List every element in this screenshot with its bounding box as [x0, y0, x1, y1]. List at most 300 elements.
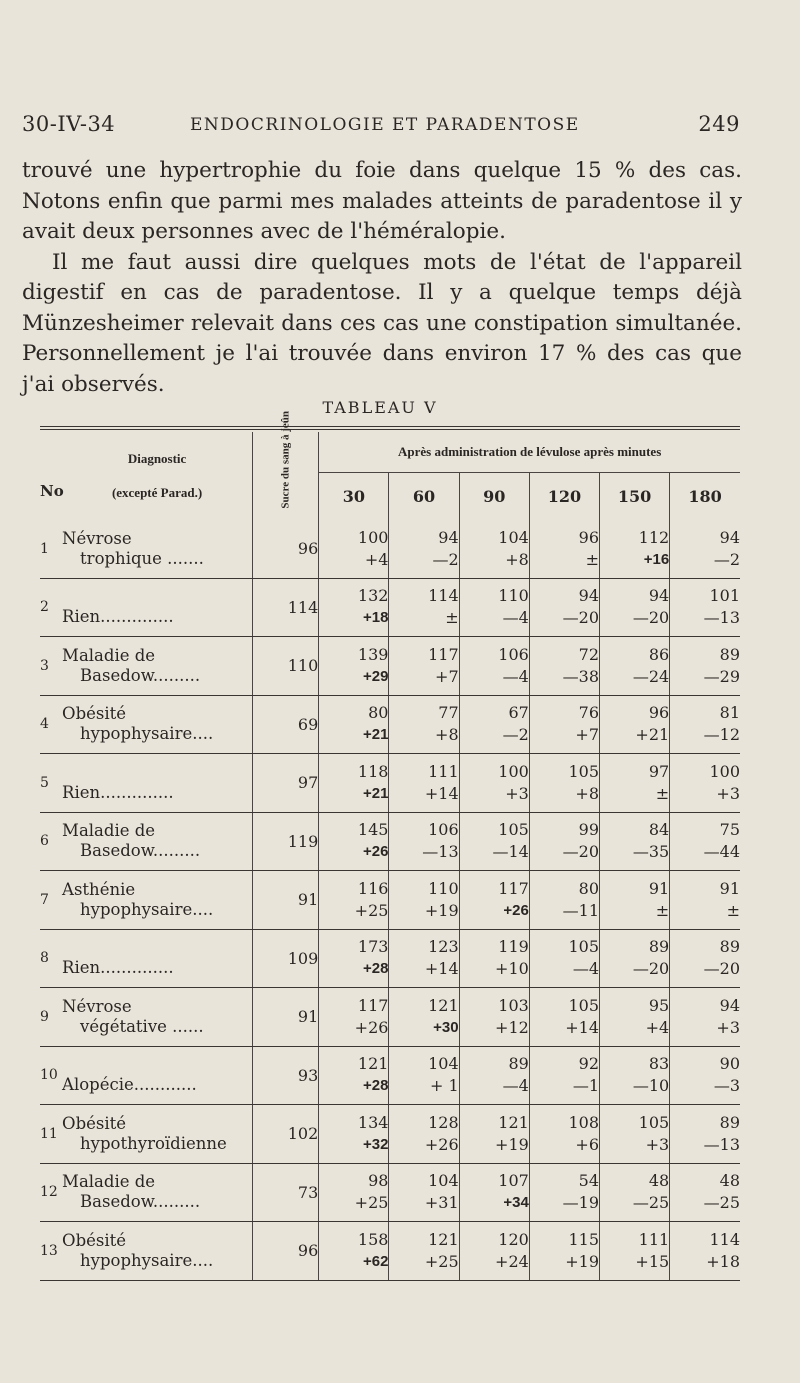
row-value-cell: [319, 1046, 389, 1105]
glycemia-difference: —13: [703, 1134, 740, 1154]
row-value-cell: [459, 637, 529, 696]
diagnostic-line2: Alopécie............: [62, 1075, 197, 1095]
glycemia-value: 94: [719, 995, 740, 1015]
row-value-cell: [529, 1163, 599, 1222]
row-value-cell: [529, 1222, 599, 1281]
diagnostic-line2: végétative ......: [80, 1016, 204, 1036]
glycemia-value: 105: [568, 937, 599, 957]
glycemia-difference: +25: [424, 1251, 459, 1271]
glycemia-value: 123: [428, 937, 459, 957]
glycemia-difference: —4: [502, 666, 529, 686]
glycemia-value: 117: [498, 878, 529, 898]
glycemia-value: 81: [719, 703, 740, 723]
row-value-cell: [389, 520, 459, 578]
glycemia-difference: +19: [495, 1134, 529, 1154]
row-value-cell: [459, 520, 529, 578]
glycemia-difference: ±: [655, 900, 670, 920]
glycemia-difference: ±: [726, 900, 740, 920]
row-value-cell: [600, 812, 670, 871]
row-number: 9: [40, 988, 62, 1047]
glycemia-difference: —2: [432, 549, 459, 569]
row-value-cell: [670, 1046, 740, 1105]
glycemia-difference: +3: [716, 1017, 740, 1037]
glycemia-value: 86: [648, 644, 670, 664]
diagnostic-line2: Basedow.........: [80, 665, 201, 685]
glycemia-difference: —12: [703, 725, 740, 745]
diagnostic-line1: Obésité: [62, 1230, 127, 1250]
glycemia-value: 112: [638, 527, 670, 547]
header-no: No: [40, 482, 64, 500]
glycemia-value: 121: [428, 1229, 459, 1249]
glycemia-value: 95: [648, 995, 670, 1015]
glycemia-difference: +3: [505, 783, 529, 803]
diagnostic-line2: Rien..............: [62, 607, 174, 627]
glycemia-value: 89: [648, 937, 670, 957]
row-value-cell: [389, 812, 459, 871]
row-value-cell: [600, 988, 670, 1047]
table-row: [40, 988, 740, 1047]
body-text: [22, 156, 742, 400]
row-value-cell: [389, 754, 459, 813]
row-diagnostic: [62, 695, 253, 754]
glycemia-value: 104: [498, 527, 529, 547]
glycemia-value: 89: [719, 937, 740, 957]
glycemia-value: 89: [719, 644, 740, 664]
row-value-cell: [319, 929, 389, 988]
row-value-cell: [319, 1105, 389, 1164]
glycemia-value: 75: [719, 820, 740, 840]
row-value-cell: [670, 695, 740, 754]
glycemia-value: 114: [428, 586, 459, 606]
glycemia-value: 119: [498, 937, 529, 957]
row-value-cell: [389, 1046, 459, 1105]
glycemia-value: 115: [568, 1229, 599, 1249]
glycemia-difference: +21: [362, 784, 389, 802]
glycemia-value: 94: [648, 586, 670, 606]
glycemia-value: 84: [648, 820, 670, 840]
running-head-title: ENDOCRINOLOGIE ET PARADENTOSE: [190, 115, 580, 135]
glycemia-difference: —29: [703, 666, 740, 686]
glycemia-difference: +3: [645, 1134, 670, 1154]
glycemia-value: 91: [719, 878, 740, 898]
glycemia-difference: —20: [703, 959, 740, 979]
header-minute-120: 120: [529, 473, 599, 520]
glycemia-difference: ±: [585, 549, 599, 569]
row-value-cell: [600, 695, 670, 754]
glycemia-value: 132: [357, 586, 389, 606]
glycemia-difference: +25: [354, 900, 389, 920]
glycemia-difference: —19: [562, 1193, 599, 1213]
glycemia-difference: +19: [565, 1251, 599, 1271]
row-number: 13: [40, 1222, 62, 1281]
row-value-cell: [670, 520, 740, 578]
row-fasting-sugar: 91: [253, 988, 319, 1047]
row-value-cell: [319, 1222, 389, 1281]
row-fasting-sugar: 110: [253, 637, 319, 696]
glycemia-value: 101: [709, 586, 740, 606]
glycemia-difference: +7: [575, 725, 599, 745]
row-diagnostic: [62, 1046, 253, 1105]
row-value-cell: [319, 520, 389, 578]
glycemia-difference: +12: [495, 1017, 529, 1037]
glycemia-difference: +8: [505, 549, 529, 569]
row-value-cell: [319, 812, 389, 871]
row-value-cell: [529, 812, 599, 871]
row-diagnostic: [62, 812, 253, 871]
diagnostic-line2: hypophysaire....: [80, 724, 214, 744]
table-row: [40, 929, 740, 988]
glycemia-value: 117: [357, 995, 389, 1015]
glycemia-value: 103: [498, 995, 529, 1015]
row-value-cell: [529, 871, 599, 930]
glycemia-value: 91: [648, 878, 670, 898]
row-fasting-sugar: 109: [253, 929, 319, 988]
row-value-cell: [600, 929, 670, 988]
row-value-cell: [670, 1222, 740, 1281]
glycemia-value: 139: [357, 644, 389, 664]
row-value-cell: [670, 1105, 740, 1164]
glycemia-value: 48: [648, 1171, 670, 1191]
row-fasting-sugar: 93: [253, 1046, 319, 1105]
row-value-cell: [319, 695, 389, 754]
glycemia-value: 94: [719, 527, 740, 547]
glycemia-difference: —1: [572, 1076, 599, 1096]
row-value-cell: [600, 1046, 670, 1105]
glycemia-difference: —4: [502, 608, 529, 628]
diagnostic-line2: Basedow.........: [80, 1192, 201, 1212]
row-number: 2: [40, 578, 62, 637]
row-value-cell: [459, 1163, 529, 1222]
table-row: [40, 871, 740, 930]
row-value-cell: [459, 988, 529, 1047]
row-value-cell: [389, 695, 459, 754]
table-row: [40, 812, 740, 871]
glycemia-difference: —24: [632, 666, 670, 686]
row-fasting-sugar: 73: [253, 1163, 319, 1222]
glycemia-value: 100: [498, 761, 529, 781]
header-sugar: [253, 410, 319, 520]
table-row: [40, 578, 740, 637]
header-minute-180: 180: [688, 487, 722, 507]
diagnostic-line1: Maladie de: [62, 821, 156, 841]
row-value-cell: [529, 1105, 599, 1164]
table-row: [40, 1222, 740, 1281]
glycemia-value: 80: [578, 878, 599, 898]
glycemia-difference: +34: [503, 1194, 529, 1212]
glycemia-value: 76: [578, 703, 599, 723]
glycemia-difference: +4: [364, 549, 389, 569]
glycemia-value: 90: [719, 1054, 740, 1074]
glycemia-difference: —38: [562, 666, 599, 686]
table-row: [40, 520, 740, 578]
glycemia-difference: —13: [703, 608, 740, 628]
glycemia-value: 114: [709, 1229, 740, 1249]
row-value-cell: [670, 754, 740, 813]
glycemia-difference: +28: [362, 1077, 389, 1095]
row-value-cell: [389, 871, 459, 930]
glycemia-value: 67: [508, 703, 529, 723]
glycemia-value: 98: [368, 1171, 389, 1191]
row-value-cell: [670, 988, 740, 1047]
row-fasting-sugar: 96: [253, 520, 319, 578]
glycemia-difference: +26: [503, 901, 529, 919]
glycemia-value: 83: [648, 1054, 670, 1074]
glycemia-value: 145: [357, 820, 389, 840]
glycemia-value: 110: [498, 586, 529, 606]
paragraph-2: Il me faut aussi dire quelques mots de l'état de l'appareil digestif en cas de paradentose. Il y a quelque temps déjà Münzesheimer relevait dans ces cas une constipation simultanée. Personnellement je l'ai trouvée dans environ 17 % des cas que j'ai observés.: [22, 249, 742, 397]
table-row: [40, 1105, 740, 1164]
row-number: 1: [40, 520, 62, 578]
glycemia-value: 108: [568, 1112, 599, 1132]
row-number: 11: [40, 1105, 62, 1164]
glycemia-difference: +30: [433, 1018, 459, 1036]
row-value-cell: [459, 754, 529, 813]
diagnostic-line2: hypophysaire....: [80, 899, 214, 919]
glycemia-value: 54: [578, 1171, 599, 1191]
row-fasting-sugar: 119: [253, 812, 319, 871]
glycemia-value: 72: [578, 644, 599, 664]
row-value-cell: [529, 754, 599, 813]
row-value-cell: [459, 871, 529, 930]
glycemia-value: 111: [638, 1229, 670, 1249]
glycemia-difference: +14: [424, 783, 459, 803]
table-top-rule: [40, 426, 740, 427]
row-value-cell: [319, 637, 389, 696]
glycemia-difference: —4: [502, 1076, 529, 1096]
row-value-cell: [319, 988, 389, 1047]
glycemia-difference: +14: [424, 959, 459, 979]
row-number: 6: [40, 812, 62, 871]
row-value-cell: [600, 520, 670, 578]
row-value-cell: [319, 871, 389, 930]
glycemia-difference: +16: [643, 550, 670, 568]
table-top-rule-2: [40, 429, 740, 430]
row-diagnostic: [62, 871, 253, 930]
glycemia-value: 105: [568, 995, 599, 1015]
row-value-cell: [670, 578, 740, 637]
glycemia-value: 97: [648, 761, 670, 781]
header-sugar-label: Sucre du sang à jeûn: [279, 410, 292, 509]
glycemia-difference: —35: [632, 842, 670, 862]
row-value-cell: [459, 1046, 529, 1105]
glycemia-difference: +19: [424, 900, 459, 920]
header-minute-150: 150: [600, 473, 670, 520]
glycemia-value: 134: [357, 1112, 389, 1132]
row-number: 8: [40, 929, 62, 988]
glycemia-difference: +7: [435, 666, 459, 686]
paragraph-1: trouvé une hypertrophie du foie dans quelque 15 % des cas. Notons enfin que parmi mes malades atteints de paradentose il y avait deux personnes avec de l'héméralopie.: [22, 158, 742, 244]
glycemia-difference: —2: [502, 725, 529, 745]
row-value-cell: [389, 637, 459, 696]
row-value-cell: [529, 578, 599, 637]
glycemia-value: 117: [428, 644, 459, 664]
row-diagnostic: [62, 929, 253, 988]
glycemia-difference: + 1: [429, 1076, 459, 1096]
row-fasting-sugar: 114: [253, 578, 319, 637]
row-value-cell: [600, 871, 670, 930]
glycemia-difference: +8: [575, 783, 599, 803]
diagnostic-line1: [62, 587, 252, 607]
glycemia-difference: —20: [562, 608, 599, 628]
header-diagnostic-line1: Diagnostic: [127, 451, 187, 466]
glycemia-value: 105: [568, 761, 599, 781]
glycemia-difference: +21: [635, 725, 670, 745]
row-value-cell: [600, 1105, 670, 1164]
glycemia-value: 121: [428, 995, 459, 1015]
table-row: [40, 695, 740, 754]
glycemia-value: 94: [578, 586, 599, 606]
row-value-cell: [529, 637, 599, 696]
header-minute-90: 90: [459, 473, 529, 520]
glycemia-value: 100: [709, 761, 740, 781]
diagnostic-line2: hypothyroïdienne: [80, 1133, 227, 1153]
glycemia-value: 89: [508, 1054, 529, 1074]
glycemia-value: 89: [719, 1112, 740, 1132]
diagnostic-line2: Rien..............: [62, 958, 174, 978]
diagnostic-line1: Obésité: [62, 1113, 127, 1133]
row-value-cell: [389, 929, 459, 988]
glycemia-difference: —20: [562, 842, 599, 862]
diagnostic-line1: [62, 1055, 252, 1075]
glycemia-difference: —44: [703, 842, 740, 862]
page-number: 249: [698, 112, 740, 136]
row-value-cell: [319, 754, 389, 813]
diagnostic-line1: [62, 763, 252, 783]
table-caption: TABLEAU V: [322, 398, 438, 417]
row-fasting-sugar: 102: [253, 1105, 319, 1164]
row-value-cell: [389, 1163, 459, 1222]
glycemia-difference: +15: [635, 1251, 670, 1271]
header-diagnostic: [62, 432, 253, 520]
glycemia-value: 106: [428, 820, 459, 840]
glycemia-value: 94: [438, 527, 459, 547]
row-fasting-sugar: 91: [253, 871, 319, 930]
glycemia-difference: —14: [492, 842, 529, 862]
row-number: 7: [40, 871, 62, 930]
glycemia-difference: +29: [362, 667, 389, 685]
glycemia-value: 158: [357, 1229, 389, 1249]
row-value-cell: [459, 578, 529, 637]
diagnostic-line1: Asthénie: [62, 879, 136, 899]
row-value-cell: [529, 929, 599, 988]
data-table: [40, 410, 740, 1281]
row-value-cell: [670, 871, 740, 930]
glycemia-value: 92: [578, 1054, 599, 1074]
glycemia-difference: ±: [445, 608, 459, 628]
row-fasting-sugar: 97: [253, 754, 319, 813]
glycemia-difference: +6: [575, 1134, 599, 1154]
diagnostic-line1: Névrose: [62, 996, 132, 1016]
diagnostic-line1: [62, 938, 252, 958]
row-diagnostic: [62, 988, 253, 1047]
glycemia-difference: +62: [362, 1252, 389, 1270]
glycemia-difference: +18: [362, 609, 389, 627]
glycemia-difference: —11: [562, 900, 599, 920]
diagnostic-line1: Névrose: [62, 528, 132, 548]
diagnostic-line2: Basedow.........: [80, 841, 201, 861]
table-row: [40, 754, 740, 813]
row-value-cell: [389, 1105, 459, 1164]
row-fasting-sugar: 96: [253, 1222, 319, 1281]
row-value-cell: [389, 578, 459, 637]
glycemia-difference: +24: [495, 1251, 529, 1271]
glycemia-difference: +3: [716, 783, 740, 803]
glycemia-value: 99: [578, 820, 599, 840]
glycemia-difference: —3: [713, 1076, 740, 1096]
glycemia-difference: +32: [362, 1135, 389, 1153]
glycemia-value: 173: [357, 937, 389, 957]
glycemia-value: 105: [638, 1112, 670, 1132]
glycemia-difference: +31: [424, 1193, 459, 1213]
row-value-cell: [529, 695, 599, 754]
row-value-cell: [319, 578, 389, 637]
glycemia-value: 80: [368, 703, 389, 723]
row-value-cell: [600, 578, 670, 637]
glycemia-value: 48: [719, 1171, 740, 1191]
glycemia-value: 100: [357, 527, 389, 547]
glycemia-difference: ±: [655, 783, 670, 803]
row-value-cell: [529, 988, 599, 1047]
row-diagnostic: [62, 637, 253, 696]
row-value-cell: [600, 1222, 670, 1281]
row-value-cell: [600, 637, 670, 696]
row-value-cell: [529, 520, 599, 578]
table-body: [40, 520, 740, 1280]
row-value-cell: [459, 1222, 529, 1281]
row-diagnostic: [62, 578, 253, 637]
row-number: 12: [40, 1163, 62, 1222]
glycemia-difference: —25: [632, 1193, 670, 1213]
glycemia-value: 118: [357, 761, 389, 781]
glycemia-value: 128: [428, 1112, 459, 1132]
row-value-cell: [600, 754, 670, 813]
row-diagnostic: [62, 754, 253, 813]
glycemia-value: 77: [438, 703, 459, 723]
row-number: 10: [40, 1046, 62, 1105]
table-row: [40, 1163, 740, 1222]
glycemia-value: 120: [498, 1229, 529, 1249]
row-diagnostic: [62, 1105, 253, 1164]
glycemia-difference: +26: [424, 1134, 459, 1154]
glycemia-difference: +18: [706, 1251, 740, 1271]
glycemia-difference: —10: [632, 1076, 670, 1096]
row-number: 3: [40, 637, 62, 696]
row-value-cell: [389, 988, 459, 1047]
diagnostic-line2: trophique .......: [80, 548, 204, 568]
glycemia-difference: —20: [632, 959, 670, 979]
header-diagnostic-line2: (excepté Parad.): [111, 485, 203, 500]
diagnostic-line2: hypophysaire....: [80, 1250, 214, 1270]
header-minute-30: 30: [319, 473, 389, 520]
row-value-cell: [459, 695, 529, 754]
diagnostic-line2: Rien..............: [62, 782, 174, 802]
glycemia-value: 121: [357, 1054, 389, 1074]
row-diagnostic: [62, 1163, 253, 1222]
row-value-cell: [319, 1163, 389, 1222]
glycemia-value: 104: [428, 1054, 459, 1074]
row-value-cell: [670, 637, 740, 696]
glycemia-difference: +14: [565, 1017, 599, 1037]
diagnostic-line1: Maladie de: [62, 1172, 156, 1192]
glycemia-value: 105: [498, 820, 529, 840]
row-value-cell: [389, 1222, 459, 1281]
row-value-cell: [459, 929, 529, 988]
glycemia-difference: —13: [422, 842, 459, 862]
diagnostic-line1: Maladie de: [62, 645, 156, 665]
glycemia-difference: +4: [645, 1017, 670, 1037]
glycemia-difference: —2: [713, 549, 740, 569]
glycemia-difference: —4: [572, 959, 599, 979]
